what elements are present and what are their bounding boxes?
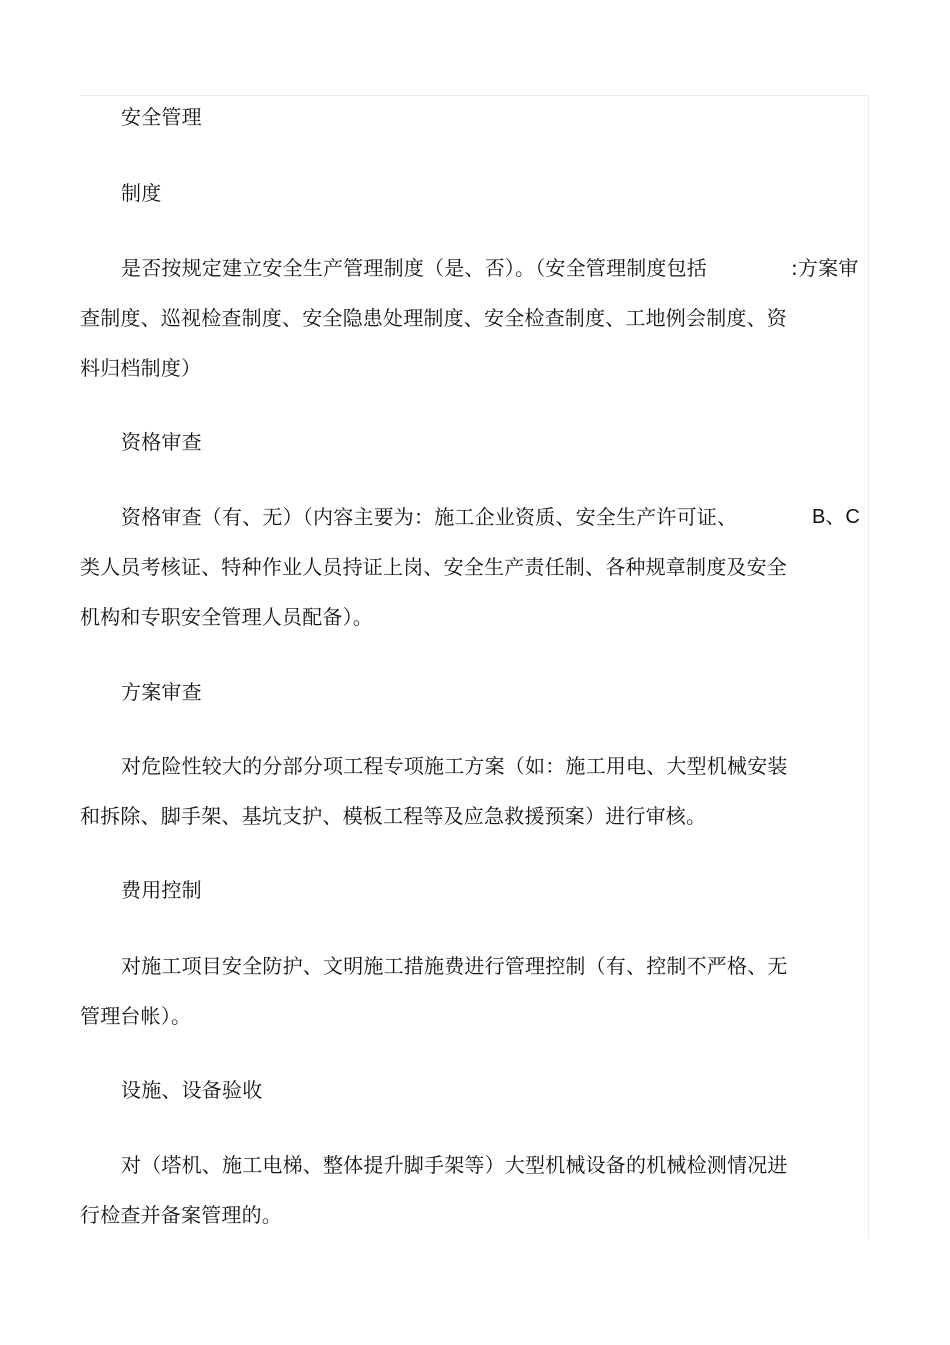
paragraph-line: 行检查并备案管理的。 [80, 1203, 282, 1227]
paragraph-line-tail: B、C [812, 506, 860, 528]
paragraph-line: 对（塔机、施工电梯、整体提升脚手架等）大型机械设备的机械检测情况进 [121, 1153, 788, 1177]
paragraph-line: 料归档制度） [80, 356, 202, 380]
section-heading: 资格审查 [121, 430, 202, 454]
section-heading: 安全管理 [121, 105, 202, 129]
paragraph-line: 查制度、巡视检查制度、安全隐患处理制度、安全检查制度、工地例会制度、资 [80, 306, 787, 330]
paragraph-line: 和拆除、脚手架、基坑支护、模板工程等及应急救援预案）进行审核。 [80, 804, 707, 828]
section-heading: 设施、设备验收 [121, 1078, 263, 1102]
paragraph-line-tail: :方案审 [791, 256, 859, 280]
paragraph-line: 类人员考核证、特种作业人员持证上岗、安全生产责任制、各种规章制度及安全 [80, 555, 787, 579]
paragraph-line: 是否按规定建立安全生产管理制度（是、否）。（安全管理制度包括 [121, 256, 707, 280]
paragraph-line: 对危险性较大的分部分项工程专项施工方案（如：施工用电、大型机械安装 [121, 754, 788, 778]
paragraph-line: 对施工项目安全防护、文明施工措施费进行管理控制（有、控制不严格、无 [121, 954, 788, 978]
paragraph-line: 机构和专职安全管理人员配备）。 [80, 605, 373, 629]
section-subheading: 制度 [121, 181, 162, 205]
paragraph-line: 资格审查（有、无）（内容主要为：施工企业资质、安全生产许可证、 [121, 505, 738, 529]
paragraph-line: 管理台帐）。 [80, 1004, 192, 1028]
section-heading: 方案审查 [121, 680, 202, 704]
section-heading: 费用控制 [121, 878, 202, 902]
